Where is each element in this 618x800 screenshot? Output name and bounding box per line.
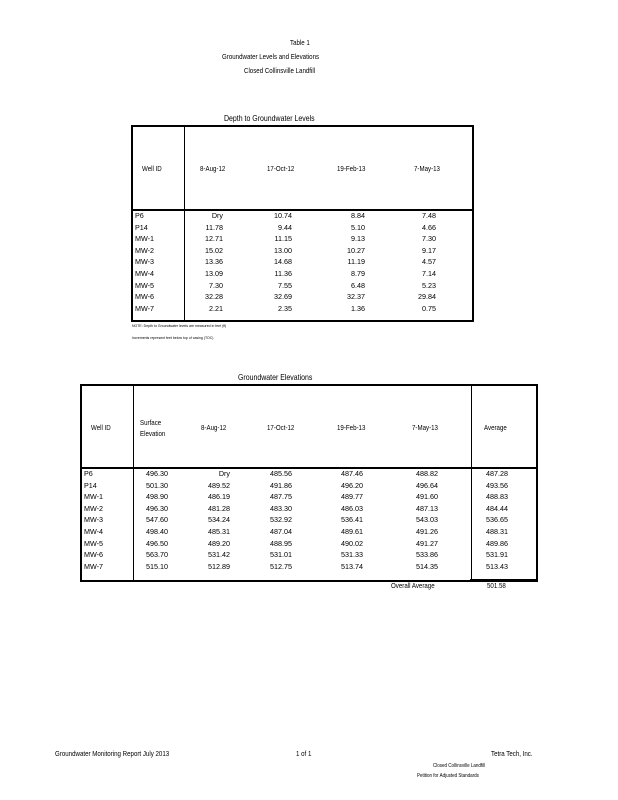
overall-average-label: Overall Average (391, 581, 435, 590)
elevation-value-cell: 485.31 (208, 527, 230, 536)
depth-value-cell: 1.36 (351, 303, 365, 313)
depth-value-cell: 7.48 (422, 211, 436, 220)
depth-header-col3: 19-Feb-13 (337, 164, 366, 173)
elevation-value-cell: 489.77 (341, 492, 363, 502)
depth-note-1: NOTE: Depth to Groundwater levels are measured in feet (ft) (132, 324, 227, 328)
elevation-value-cell: 488.31 (486, 527, 508, 536)
depth-table-row (133, 246, 472, 255)
elevations-table (80, 384, 538, 582)
footer-report: Groundwater Monitoring Report July 2013 (55, 749, 170, 758)
well-id-cell: MW-6 (84, 550, 104, 560)
table-subtitle: Closed Collinsville Landfill (244, 66, 316, 75)
elevation-value-cell: 498.40 (146, 527, 168, 536)
well-id-cell: MW-7 (84, 561, 104, 571)
depth-value-cell: 0.75 (422, 303, 436, 313)
depth-table-row (133, 269, 472, 278)
well-id-cell: MW-3 (84, 515, 104, 525)
elevation-value-cell: 513.43 (486, 561, 508, 571)
depth-value-cell: 7.30 (209, 280, 223, 290)
well-id-cell: MW-4 (135, 269, 155, 278)
depth-value-cell: 10.27 (347, 245, 365, 255)
well-id-cell: P14 (135, 222, 148, 232)
depth-value-cell: 8.84 (351, 211, 365, 220)
well-id-cell: MW-2 (135, 245, 155, 255)
table-title: Groundwater Levels and Elevations (222, 52, 320, 61)
elevation-value-cell: 512.75 (270, 561, 292, 571)
depth-value-cell: 4.66 (422, 222, 436, 232)
elevation-value-cell: 514.35 (416, 561, 438, 571)
depth-value-cell: 10.74 (274, 211, 292, 220)
elevation-value-cell: 491.86 (270, 480, 292, 490)
depth-value-cell: 2.35 (278, 303, 292, 313)
depth-table-row (133, 234, 472, 243)
elev-header-col2: 17-Oct-12 (267, 423, 295, 432)
elevation-table-row (82, 550, 536, 559)
depth-value-cell: 14.68 (274, 257, 292, 267)
depth-table-row (133, 211, 472, 220)
depth-value-cell: 8.79 (351, 269, 365, 278)
elevation-value-cell: 489.86 (486, 538, 508, 548)
depth-value-cell: Dry (211, 211, 223, 220)
elevation-table-row (82, 539, 536, 548)
depth-value-cell: 6.48 (351, 280, 365, 290)
elevation-value-cell: 536.65 (486, 515, 508, 525)
depth-value-cell: 7.14 (422, 269, 436, 278)
depth-table-row (133, 304, 472, 313)
depth-value-cell: 5.10 (351, 222, 365, 232)
well-id-cell: MW-4 (84, 527, 104, 536)
elevation-value-cell: 496.30 (146, 503, 168, 513)
table-number: Table 1 (290, 38, 310, 47)
elevation-value-cell: 487.13 (416, 503, 438, 513)
elevation-value-cell: 486.19 (208, 492, 230, 502)
elevation-value-cell: Dry (218, 469, 230, 478)
depth-value-cell: 2.21 (209, 303, 223, 313)
elevation-value-cell: 485.56 (270, 469, 292, 478)
depth-value-cell: 7.30 (422, 234, 436, 244)
overall-average-value: 501.58 (487, 581, 506, 590)
elev-header-surface: Surface Elevation (140, 418, 166, 438)
elevation-value-cell: 490.02 (341, 538, 363, 548)
depth-table-row (133, 223, 472, 232)
elevation-value-cell: 487.04 (270, 527, 292, 536)
elevation-table-row (82, 469, 536, 478)
depth-value-cell: 32.28 (205, 292, 223, 302)
depth-value-cell: 9.17 (422, 245, 436, 255)
well-id-cell: MW-5 (84, 538, 104, 548)
elevation-value-cell: 496.30 (146, 469, 168, 478)
elev-header-well: Well ID (91, 423, 111, 432)
depth-value-cell: 9.44 (278, 222, 292, 232)
elevation-value-cell: 488.95 (270, 538, 292, 548)
elevations-heading: Groundwater Elevations (238, 372, 313, 382)
elevation-value-cell: 487.46 (341, 469, 363, 478)
well-id-cell: MW-6 (135, 292, 155, 302)
depth-header-col1: 8-Aug-12 (200, 164, 226, 173)
elevation-value-cell: 531.91 (486, 550, 508, 560)
elevation-value-cell: 493.56 (486, 480, 508, 490)
elevation-value-cell: 489.20 (208, 538, 230, 548)
elevation-value-cell: 487.75 (270, 492, 292, 502)
elevation-value-cell: 496.64 (416, 480, 438, 490)
depth-value-cell: 11.15 (274, 234, 292, 244)
elevation-value-cell: 543.03 (416, 515, 438, 525)
well-id-cell: MW-1 (84, 492, 104, 502)
depth-value-cell: 4.57 (422, 257, 436, 267)
depth-value-cell: 7.55 (278, 280, 292, 290)
elevation-table-row (82, 504, 536, 513)
footer-company: Tetra Tech, Inc. (491, 749, 533, 758)
elevation-value-cell: 487.28 (486, 469, 508, 478)
depth-header-col2: 17-Oct-12 (267, 164, 295, 173)
elevation-value-cell: 531.42 (208, 550, 230, 560)
depth-value-cell: 9.13 (351, 234, 365, 244)
depth-value-cell: 12.71 (205, 234, 223, 244)
elevation-value-cell: 536.41 (341, 515, 363, 525)
well-id-cell: MW-5 (135, 280, 155, 290)
overall-average-rule (470, 579, 536, 580)
well-id-cell: P6 (135, 211, 144, 220)
elev-header-col4: 7-May-13 (412, 423, 438, 432)
elevation-value-cell: 501.30 (146, 480, 168, 490)
depth-value-cell: 11.78 (205, 222, 223, 232)
footer-sub-1: Closed Collinsville Landfill (433, 763, 486, 769)
well-id-cell: P14 (84, 480, 97, 490)
elevation-table-row (82, 481, 536, 490)
elev-header-col3: 19-Feb-13 (337, 423, 366, 432)
elevation-value-cell: 515.10 (146, 561, 168, 571)
elevation-value-cell: 496.20 (341, 480, 363, 490)
elev-header-avg: Average (484, 423, 507, 432)
footer-page: 1 of 1 (296, 749, 312, 758)
elevation-value-cell: 489.61 (341, 527, 363, 536)
elevation-value-cell: 486.03 (341, 503, 363, 513)
depth-table (131, 125, 474, 322)
elevation-value-cell: 534.24 (208, 515, 230, 525)
elevation-table-row (82, 492, 536, 501)
elevation-value-cell: 489.52 (208, 480, 230, 490)
elevation-value-cell: 491.27 (416, 538, 438, 548)
elevation-value-cell: 481.28 (208, 503, 230, 513)
elevation-value-cell: 531.33 (341, 550, 363, 560)
elevation-value-cell: 532.92 (270, 515, 292, 525)
depth-table-row (133, 292, 472, 301)
elevation-value-cell: 563.70 (146, 550, 168, 560)
well-id-cell: MW-7 (135, 303, 155, 313)
elevation-value-cell: 498.90 (146, 492, 168, 502)
well-id-cell: MW-3 (135, 257, 155, 267)
elevation-value-cell: 488.83 (486, 492, 508, 502)
depth-value-cell: 13.36 (205, 257, 223, 267)
elevation-value-cell: 491.60 (416, 492, 438, 502)
elevation-value-cell: 531.01 (270, 550, 292, 560)
elevation-value-cell: 484.44 (486, 503, 508, 513)
depth-value-cell: 29.84 (418, 292, 436, 302)
depth-value-cell: 32.37 (347, 292, 365, 302)
elevation-value-cell: 512.89 (208, 561, 230, 571)
depth-value-cell: 11.19 (347, 257, 365, 267)
depth-value-cell: 5.23 (422, 280, 436, 290)
depth-table-row (133, 281, 472, 290)
elevation-value-cell: 496.50 (146, 538, 168, 548)
well-id-cell: P6 (84, 469, 93, 478)
elevation-value-cell: 547.60 (146, 515, 168, 525)
depth-value-cell: 32.69 (274, 292, 292, 302)
elevation-table-row (82, 515, 536, 524)
depth-value-cell: 13.00 (274, 245, 292, 255)
depth-heading: Depth to Groundwater Levels (224, 113, 315, 123)
depth-header-col4: 7-May-13 (414, 164, 440, 173)
depth-table-row (133, 257, 472, 266)
depth-note-2: Increments represent feet below top of casing (TOC) (132, 336, 214, 340)
elevation-value-cell: 513.74 (341, 561, 363, 571)
depth-header-well: Well ID (142, 164, 162, 173)
well-id-cell: MW-2 (84, 503, 104, 513)
elevation-value-cell: 483.30 (270, 503, 292, 513)
elevation-value-cell: 533.86 (416, 550, 438, 560)
elevation-value-cell: 491.26 (416, 527, 438, 536)
elevation-table-row (82, 562, 536, 571)
depth-value-cell: 13.09 (205, 269, 223, 278)
depth-value-cell: 15.02 (205, 245, 223, 255)
well-id-cell: MW-1 (135, 234, 155, 244)
elevation-table-row (82, 527, 536, 536)
elev-header-col1: 8-Aug-12 (201, 423, 227, 432)
elevation-value-cell: 488.82 (416, 469, 438, 478)
depth-value-cell: 11.36 (274, 269, 292, 278)
footer-sub-2: Petition for Adjusted Standards (417, 773, 479, 779)
